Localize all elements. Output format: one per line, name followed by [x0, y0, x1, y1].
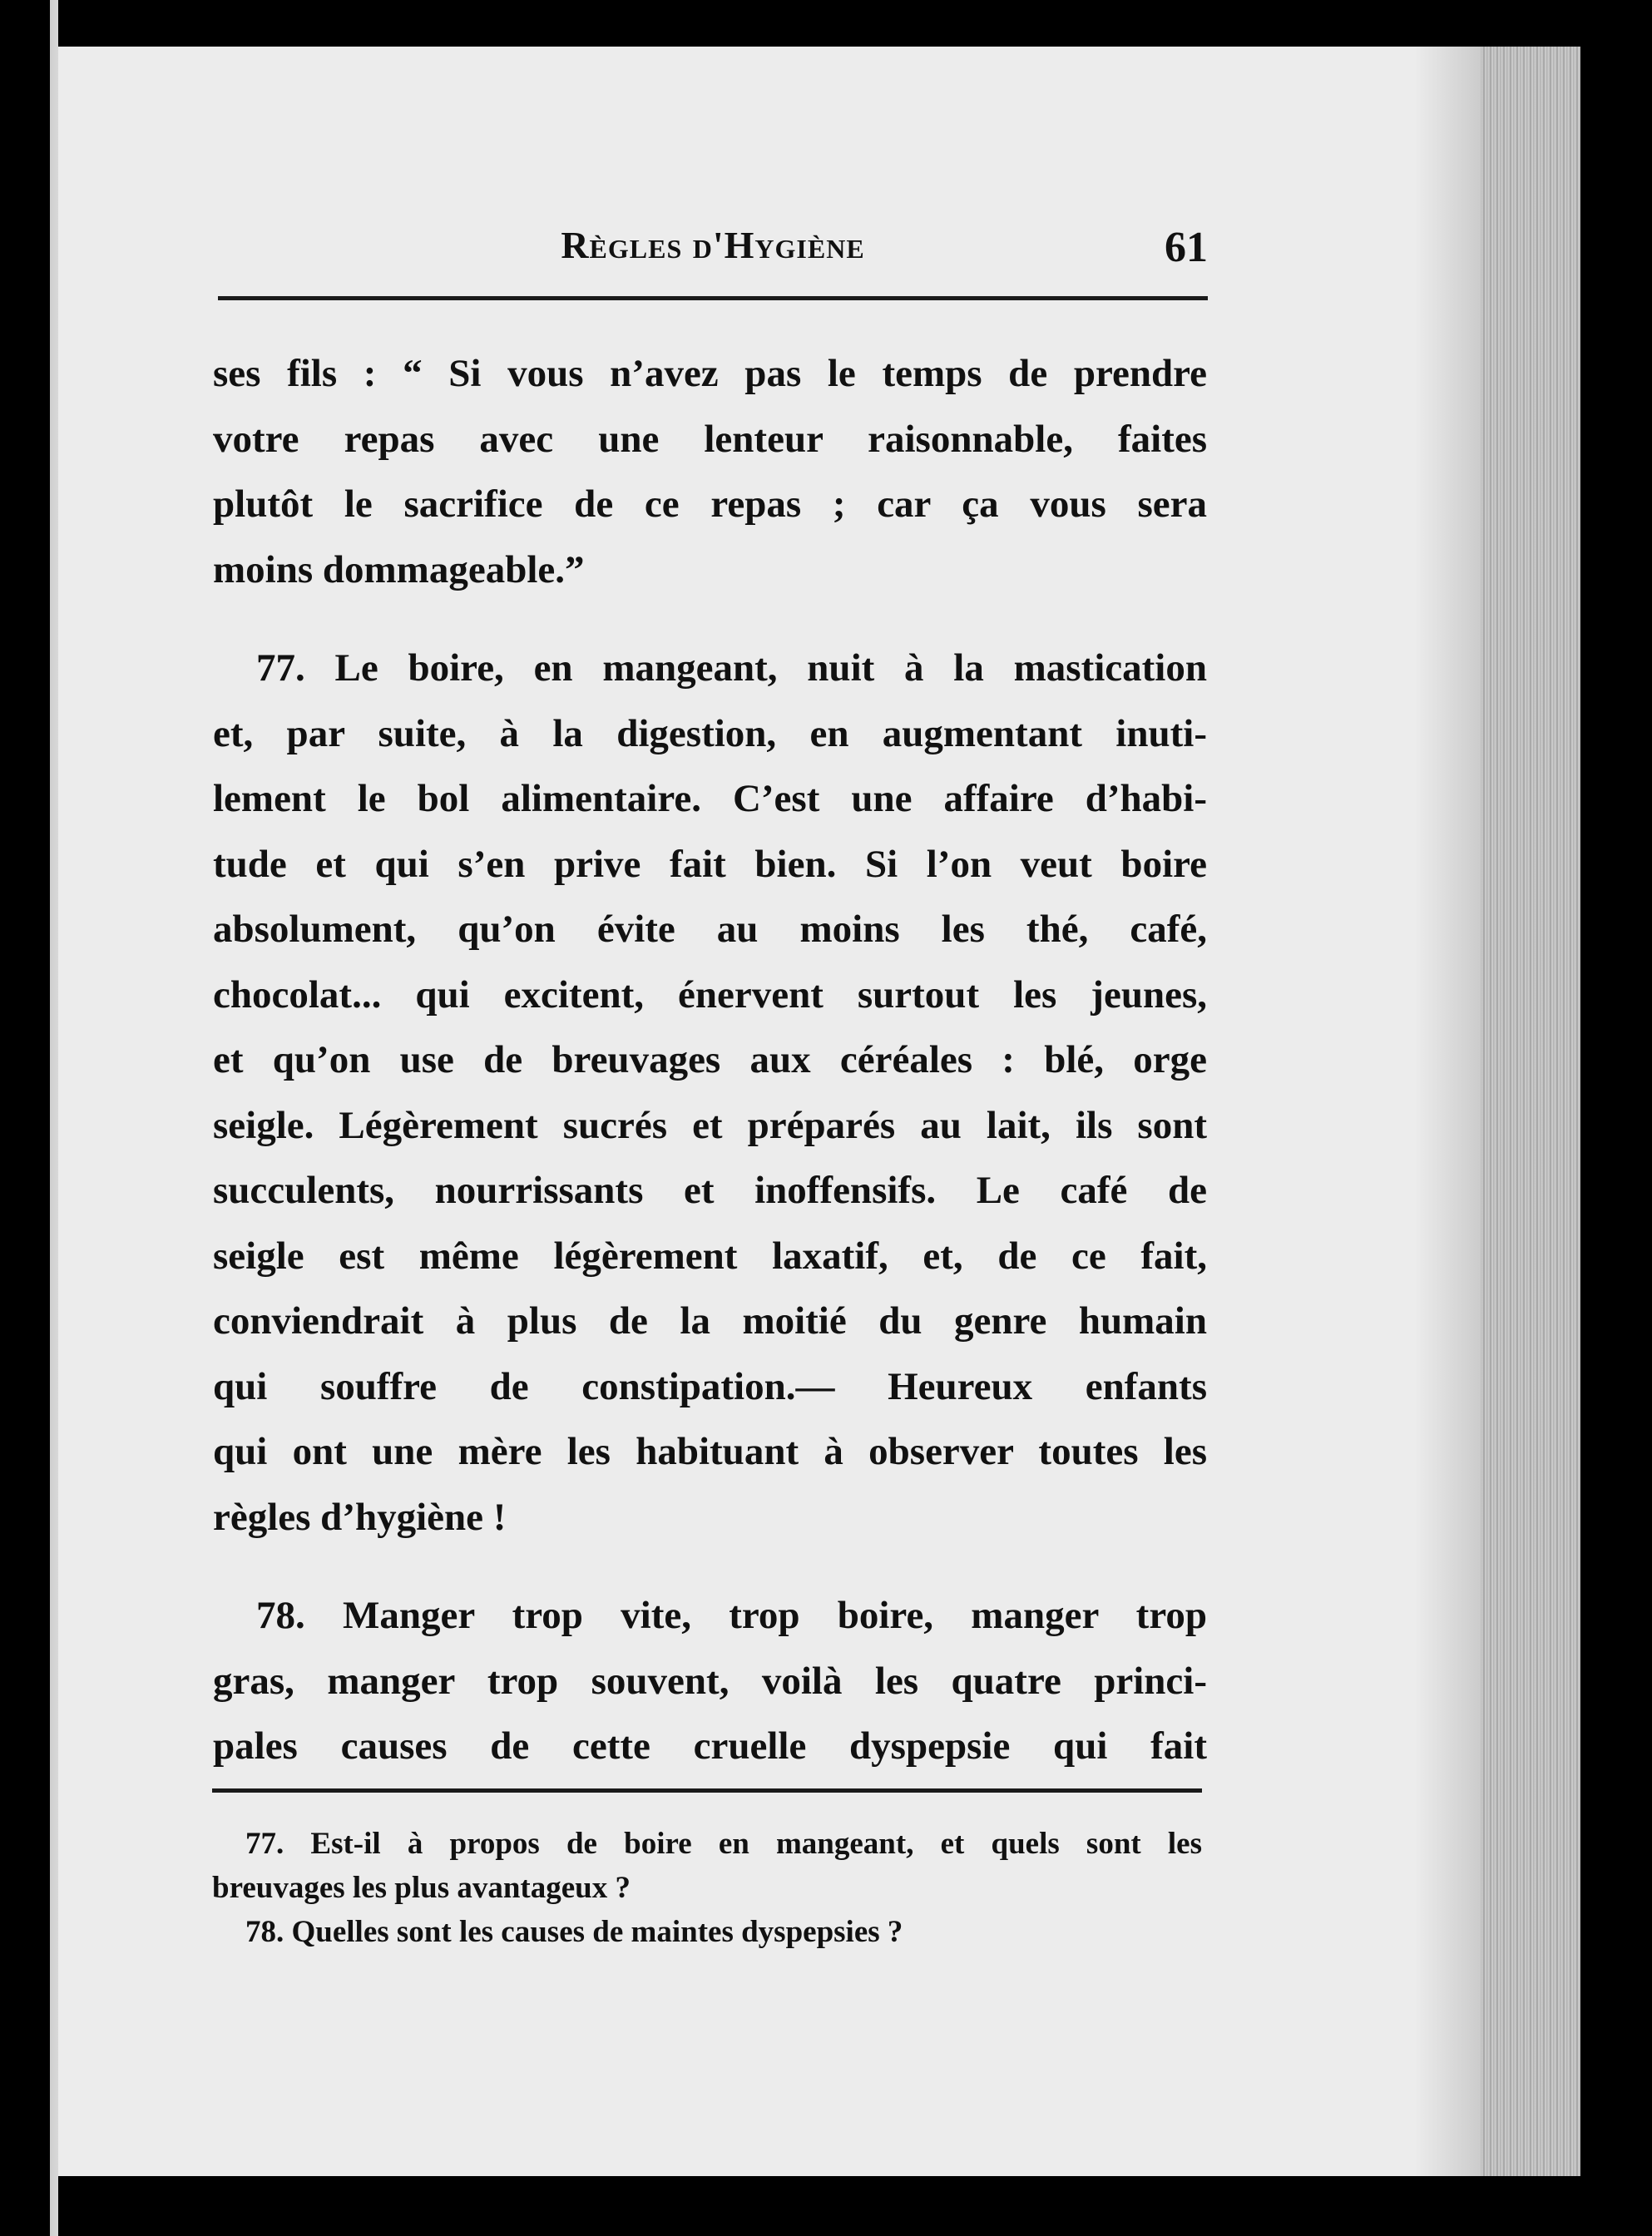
body-text [213, 341, 1207, 1779]
footnotes [212, 1822, 1202, 1954]
paragraph-78 [213, 1583, 1207, 1649]
text-line: qui souffre de constipation.— Heureux enfants [213, 1364, 1207, 1408]
paragraph-gap [213, 602, 1207, 636]
text-line: gras, manger trop souvent, voilà les quatre princi- [213, 1659, 1207, 1703]
text-line: lement le bol alimentaire. C’est une affaire d’habi- [213, 777, 1207, 820]
footnote-line: 78. Quelles sont les causes de maintes dyspepsies ? [245, 1915, 903, 1949]
text-line: pales causes de cette cruelle dyspepsie qui fait [213, 1724, 1207, 1768]
text-line: règles d’hygiène ! [213, 1495, 507, 1539]
text-line: absolument, qu’on évite au moins les thé, café, [213, 908, 1207, 951]
paragraph-continuation [213, 341, 1207, 602]
paragraph-gap [213, 1550, 1207, 1583]
text-line: seigle. Légèrement sucrés et préparés au lait, ils sont [213, 1103, 1207, 1147]
footnote-line: breuvages les plus avantageux ? [212, 1871, 631, 1905]
footnote-77 [212, 1822, 1202, 1910]
text-line: seigle est même légèrement laxatif, et, de ce fait, [213, 1234, 1207, 1278]
running-title: Règles d'Hygiène [561, 224, 865, 266]
text-line: et, par suite, à la digestion, en augmentant inuti- [213, 711, 1207, 755]
text-line: votre repas avec une lenteur raisonnable, faites [213, 417, 1207, 461]
footnote-78 [212, 1910, 1202, 1954]
text-line: chocolat... qui excitent, énervent surtout les jeunes, [213, 972, 1207, 1017]
right-scan-border [1580, 0, 1652, 2236]
text-line: moins dommageable.” [213, 547, 585, 591]
page-number: 61 [1165, 224, 1208, 271]
paragraph-77 [213, 636, 1207, 701]
header-rule [218, 296, 1208, 300]
paragraph-78-body [213, 1649, 1207, 1779]
text-line: conviendrait à plus de la moitié du genre humain [213, 1299, 1207, 1343]
text-line: ses fils : “ Si vous n’avez pas le temps de prendre [213, 352, 1207, 395]
page-edge-shadow [1414, 47, 1481, 2176]
paragraph-77-body [213, 701, 1207, 1551]
text-line: succulents, nourrissants et inoffensifs. Le café de [213, 1169, 1207, 1212]
text-line: tude et qui s’en prive fait bien. Si l’on veut boire [213, 842, 1207, 886]
footnote-rule [212, 1788, 1202, 1793]
text-line: et qu’on use de breuvages aux céréales : blé, orge [213, 1038, 1207, 1081]
text-line: qui ont une mère les habituant à observer toutes les [213, 1430, 1207, 1473]
text-line: plutôt le sacrifice de ce repas ; car ça vous sera [213, 482, 1207, 526]
stacked-page-edges [1481, 47, 1580, 2176]
footnote-line: 77. Est-il à propos de boire en mangeant, et quels sont les [245, 1827, 1202, 1861]
left-page-edge [0, 0, 58, 2236]
running-head [218, 223, 1208, 281]
text-line: 78. Manger trop vite, trop boire, manger trop [256, 1594, 1207, 1637]
text-line: 77. Le boire, en mangeant, nuit à la mastication [256, 646, 1207, 690]
